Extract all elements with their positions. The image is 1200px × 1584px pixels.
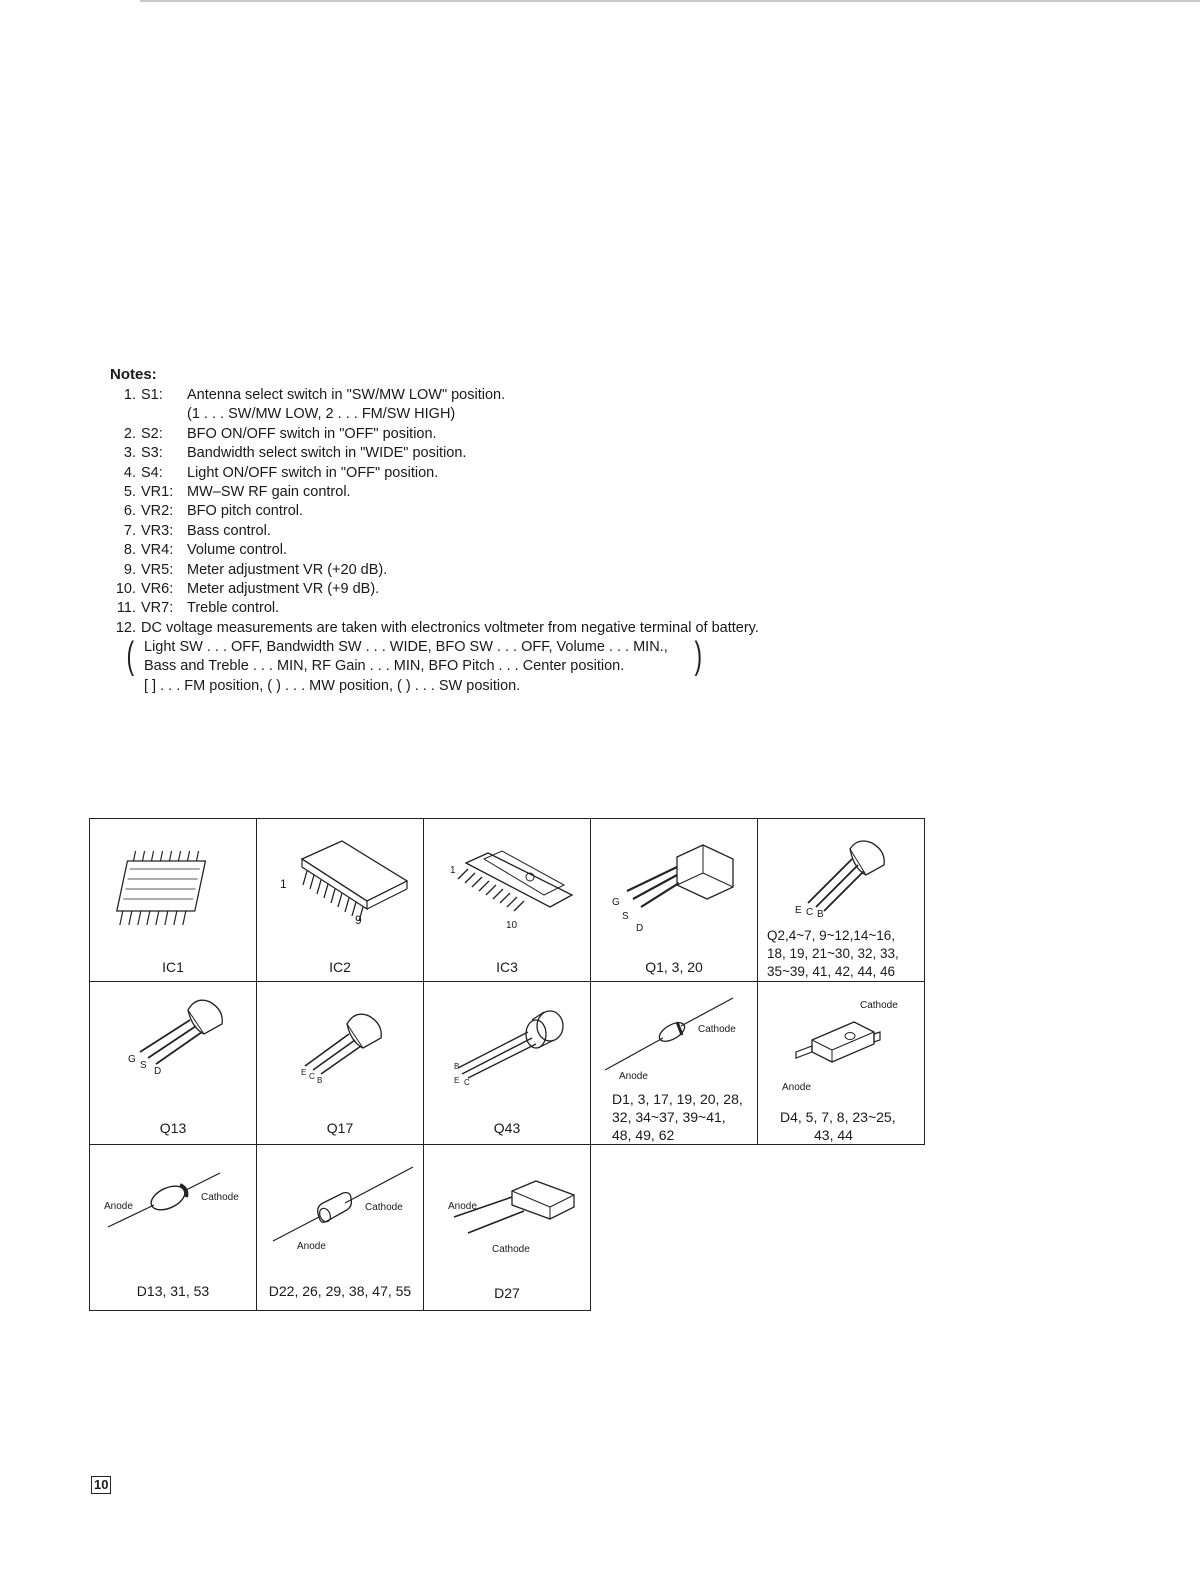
part-label: Q17 [326,1120,354,1136]
notes-title: Notes: [110,366,157,383]
part-cell-q2 [758,819,925,982]
position-legend: [ ] . . . FM position, ( ) . . . MW position, ( ) . . . SW position. [144,677,521,694]
notes-section [110,366,870,696]
note-item: 10. VR6: Meter adjustment VR (+9 dB). [115,580,380,597]
part-label: D27 [494,1285,520,1301]
part-cell-d4 [758,982,925,1145]
part-cell-d13 [90,1145,257,1311]
note-item: (1 . . . SW/MW LOW, 2 . . . FM/SW HIGH) [187,406,456,423]
part-cell-ic2 [257,819,424,982]
part-label: Q1, 3, 20 [645,959,703,975]
note-item: 1. S1: Antenna select switch in "SW/MW LOW" position. [123,387,506,403]
note-item: 5. VR1: MW–SW RF gain control. [123,483,351,500]
part-cell-ic3 [424,819,591,982]
pin-c-label: C [464,1078,470,1087]
pin-10-label: 10 [506,920,518,931]
part-cell-d27 [424,1145,591,1311]
parts-pinout-table [89,818,925,1311]
part-cell-d1 [591,982,758,1145]
pin-s-label: S [622,911,629,922]
anode-label: Anode [297,1241,326,1252]
pin-b-label: B [454,1062,460,1071]
sip-ic-icon [257,819,425,981]
note-item: 6. VR2: BFO pitch control. [123,503,304,520]
part-label-line: D1, 3, 17, 19, 20, 28, [612,1091,743,1107]
part-label: IC3 [496,959,518,975]
note-item: 7. VR3: Bass control. [123,522,271,539]
measurement-conditions-line: Light SW . . . OFF, Bandwidth SW . . . WIDE, BFO SW . . . OFF, Volume . . . MIN., [144,639,668,656]
cathode-label: Cathode [201,1192,239,1203]
pin-c-label: C [806,907,814,918]
note-item: 11. VR7: Treble control. [116,600,280,617]
part-label: Q13 [159,1120,187,1136]
note-item: 9. VR5: Meter adjustment VR (+20 dB). [123,561,388,578]
part-label-line: 48, 49, 62 [612,1127,675,1143]
note-item: 8. VR4: Volume control. [123,542,287,559]
cathode-label: Cathode [860,1000,898,1011]
pin-b-label: B [317,1076,323,1085]
part-label-line: Q2,4~7, 9~12,14~16, [767,928,895,943]
page-number: 10 [91,1476,111,1494]
pin-d-label: D [154,1066,162,1077]
note-item: 4. S4: Light ON/OFF switch in "OFF" position. [123,464,439,481]
pin-d-label: D [636,923,644,934]
part-label-line: 32, 34~37, 39~41, [612,1109,726,1125]
close-paren-glyph: ) [694,635,703,677]
part-label-line: 43, 44 [814,1127,853,1143]
pin-1-label: 1 [280,877,287,891]
empty-cell [758,1145,925,1311]
part-label-line: 18, 19, 21~30, 32, 33, [767,946,899,961]
note-item: 2. S2: BFO ON/OFF switch in "OFF" position. [123,425,437,442]
measurement-conditions-line: Bass and Treble . . . MIN, RF Gain . . . MIN, BFO Pitch . . . Center position. [144,658,625,675]
part-label: D22, 26, 29, 38, 47, 55 [268,1283,412,1299]
part-cell-q17 [257,982,424,1145]
cathode-label: Cathode [365,1202,403,1213]
cathode-label: Cathode [492,1244,530,1255]
top-rule [140,0,1200,2]
anode-label: Anode [448,1201,477,1212]
pin-e-label: E [454,1076,460,1085]
pin-e-label: E [301,1068,307,1077]
note-item: 3. S3: Bandwidth select switch in "WIDE" position. [123,445,467,462]
part-label: D13, 31, 53 [136,1283,210,1299]
anode-label: Anode [782,1082,811,1093]
empty-cell [591,1145,758,1311]
cathode-label: Cathode [698,1024,736,1035]
pin-e-label: E [795,905,802,916]
pin-9-label: 9 [355,913,362,927]
anode-label: Anode [619,1071,648,1082]
part-cell-d22 [257,1145,424,1311]
note-item-12: 12. DC voltage measurements are taken with electronics voltmeter from negative terminal of battery. [115,619,759,636]
part-cell-q1 [591,819,758,982]
anode-label: Anode [104,1201,133,1212]
pin-1-label: 1 [450,865,456,876]
part-cell-ic1 [90,819,257,982]
open-paren-glyph: ( [126,635,135,677]
part-cell-q13 [90,982,257,1145]
part-label: IC1 [162,959,184,975]
power-ic-icon [424,819,592,981]
part-cell-q43 [424,982,591,1145]
pin-g-label: G [612,897,620,908]
part-label: IC2 [329,959,351,975]
dip-ic-icon [90,819,258,981]
pin-s-label: S [140,1060,147,1071]
pin-g-label: G [128,1054,136,1065]
part-label-line: D4, 5, 7, 8, 23~25, [780,1109,896,1125]
pin-c-label: C [309,1072,315,1081]
part-label: Q43 [493,1120,521,1136]
part-label-line: 35~39, 41, 42, 44, 46 [767,964,895,979]
pin-b-label: B [817,909,824,920]
